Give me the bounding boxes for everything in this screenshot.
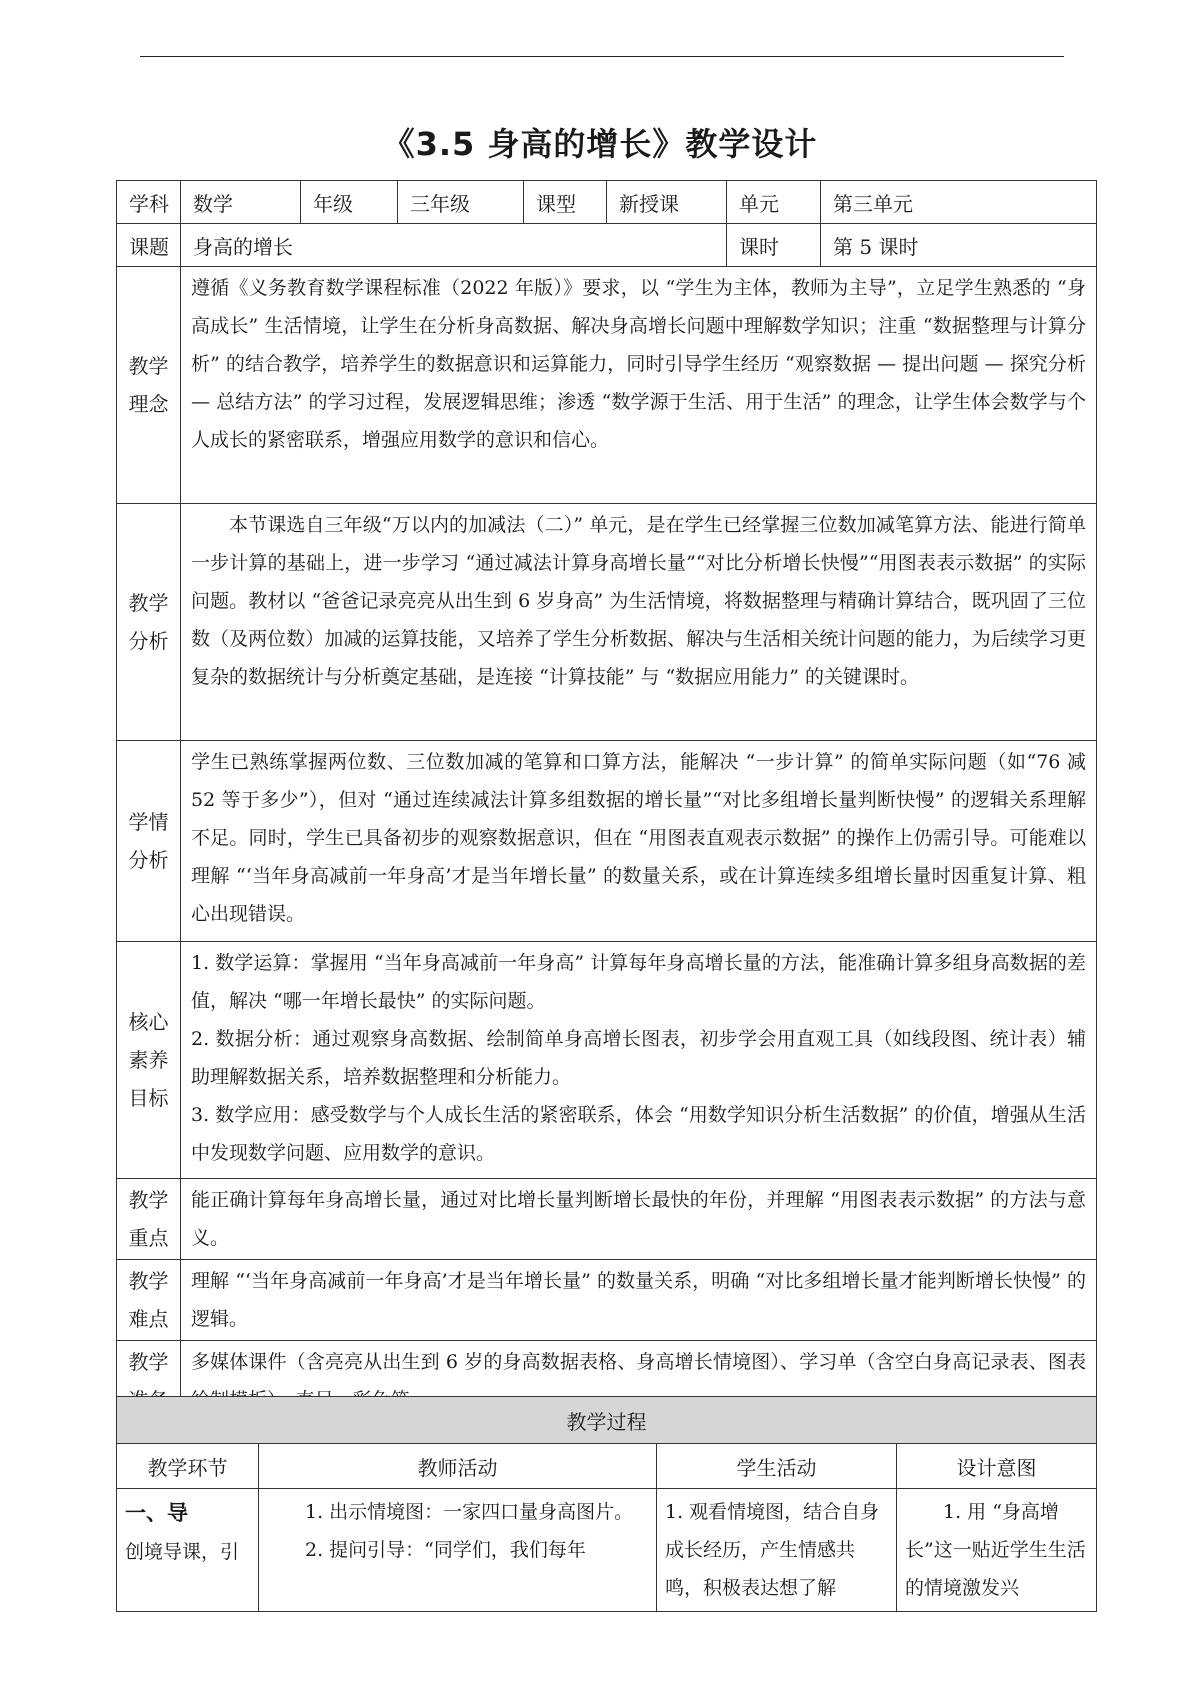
goal-item: 3. 数学应用：感受数学与个人成长生活的紧密联系，体会 “用数学知识分析生活数据” 的价值，增强从生活中发现数学问题、应用数学的意识。 <box>191 1104 1086 1164</box>
topic-value: 身高的增长 <box>181 224 727 267</box>
period-value: 第 5 课时 <box>821 224 1097 267</box>
concept-label: 教学 理念 <box>117 267 181 504</box>
stage-cell <box>117 1489 259 1612</box>
subject-value: 数学 <box>181 181 301 224</box>
info-row-1 <box>117 181 1097 224</box>
teacher-activity-cell <box>259 1489 657 1612</box>
goals-row <box>117 942 1097 1179</box>
key-row <box>117 1179 1097 1260</box>
teacher-activity-item: 2. 提问引导：“同学们，我们每年 <box>305 1539 586 1561</box>
design-intent-cell <box>897 1489 1097 1612</box>
learners-row <box>117 741 1097 942</box>
lesson-type-value: 新授课 <box>607 181 727 224</box>
topic-label: 课题 <box>117 224 181 267</box>
stage-column-header: 教学环节 <box>117 1444 259 1489</box>
difficulty-text: 理解 “‘当年身高减前一年身高’才是当年增长量” 的数量关系，明确 “对比多组增长量才能判断增长快慢” 的逻辑。 <box>181 1260 1097 1341</box>
concept-text: 遵循《义务教育数学课程标准（2022 年版）》要求，以 “学生为主体，教师为主导”，立足学生熟悉的 “身高成长” 生活情境，让学生在分析身高数据、解决身高增长问题中理解数学知识；注重 “数据整理与计算分析” 的结合教学，培养学生的数据意识和运算能力，同时引导学生经历 “观察数据 — 提出问题 — 探究分析 — 总结方法” 的学习过程，发展逻辑思维；渗透 “数学源于生活、用于生活” 的理念，让学生体会数学与个人成长的紧密联系，增强应用数学的意识和信心。 <box>181 267 1097 504</box>
key-text: 能正确计算每年身高增长量，通过对比增长量判断增长最快的年份，并理解 “用图表表示数据” 的方法与意义。 <box>181 1179 1097 1260</box>
grade-value: 三年级 <box>398 181 524 224</box>
unit-value: 第三单元 <box>821 181 1097 224</box>
period-label: 课时 <box>727 224 821 267</box>
goal-item: 2. 数据分析：通过观察身高数据、绘制简单身高增长图表，初步学会用直观工具（如线段图、统计表）辅助理解数据关系，培养数据整理和分析能力。 <box>191 1028 1086 1088</box>
goals-label: 核心 素养 目标 <box>117 942 181 1179</box>
student-column-header: 学生活动 <box>657 1444 897 1489</box>
info-row-2 <box>117 224 1097 267</box>
stage-subtitle: 创境导课，引 <box>125 1541 240 1563</box>
prep-text: 多媒体课件（含亮亮从出生到 6 岁的身高数据表格、身高增长情境图）、学习单（含空白身高记录表、图表 <box>181 1341 1097 1422</box>
lesson-type-label: 课型 <box>524 181 607 224</box>
header-rule <box>140 56 1064 57</box>
subject-label: 学科 <box>117 181 181 224</box>
unit-label: 单元 <box>727 181 821 224</box>
goals-list <box>181 942 1097 1179</box>
analysis-text: 本节课选自三年级“万以内的加减法（二）” 单元，是在学生已经掌握三位数加减笔算方法、能进行简单一步计算的基础上，进一步学习 “通过减法计算身高增长量”“对比分析增长快慢”“用图表表示数据” 的实际问题。教材以 “爸爸记录亮亮从出生到 6 岁身高” 为生活情境，将数据整理与精确计算结合，既巩固了三位数（及两位数）加减的运算技能，又培养了学生分析数据、解决与生活相关统计问题的能力，为后续学习更复杂的数据统计与分析奠定基础，是连接 “计算技能” 与 “数据应用能力” 的关键课时。 <box>181 504 1097 741</box>
analysis-label: 教学 分析 <box>117 504 181 741</box>
difficulty-row <box>117 1260 1097 1341</box>
process-heading: 教学过程 <box>117 1397 1097 1444</box>
teaching-process-table <box>116 1396 1097 1612</box>
learners-text: 学生已熟练掌握两位数、三位数加减的笔算和口算方法，能解决 “一步计算” 的简单实际问题（如“76 减 52 等于多少”），但对 “通过连续减法计算多组数据的增长量”“对比多组增长量判断快慢” 的逻辑关系理解不足。同时，学生已具备初步的观察数据意识，但在 “用图表直观表示数据” 的操作上仍需引导。可能难以理解 “‘当年身高减前一年身高’才是当年增长量” 的数量关系，或在计算连续多组增长量时因重复计算、粗心出现错误。 <box>181 741 1097 942</box>
document-title: 《3.5 身高的增长》教学设计 <box>382 125 818 163</box>
goal-item: 1. 数学运算：掌握用 “当年身高减前一年身高” 计算每年身高增长量的方法，能准确计算多组身高数据的差值，解决 “哪一年增长最快” 的实际问题。 <box>191 952 1086 1012</box>
student-activity-text: 1. 观看情境图，结合自身成长经历，产生情感共鸣，积极表达想了解 <box>665 1501 880 1599</box>
difficulty-label: 教学 难点 <box>117 1260 181 1341</box>
grade-label: 年级 <box>301 181 398 224</box>
teacher-column-header: 教师活动 <box>259 1444 657 1489</box>
stage-title: 一、导 <box>125 1501 188 1525</box>
analysis-row <box>117 504 1097 741</box>
teacher-activity-item: 1. 出示情境图：一家四口量身高图片。 <box>305 1501 634 1523</box>
learners-label: 学情 分析 <box>117 741 181 942</box>
design-intent-text: 1. 用 “身高增长”这一贴近学生生活的情境激发兴 <box>905 1501 1086 1599</box>
concept-row <box>117 267 1097 504</box>
lesson-info-table <box>116 180 1097 1422</box>
intent-column-header: 设计意图 <box>897 1444 1097 1489</box>
student-activity-cell <box>657 1489 897 1612</box>
prep-label: 教学 <box>117 1341 181 1422</box>
process-row <box>117 1489 1097 1612</box>
key-label: 教学 重点 <box>117 1179 181 1260</box>
process-header-row <box>117 1444 1097 1489</box>
